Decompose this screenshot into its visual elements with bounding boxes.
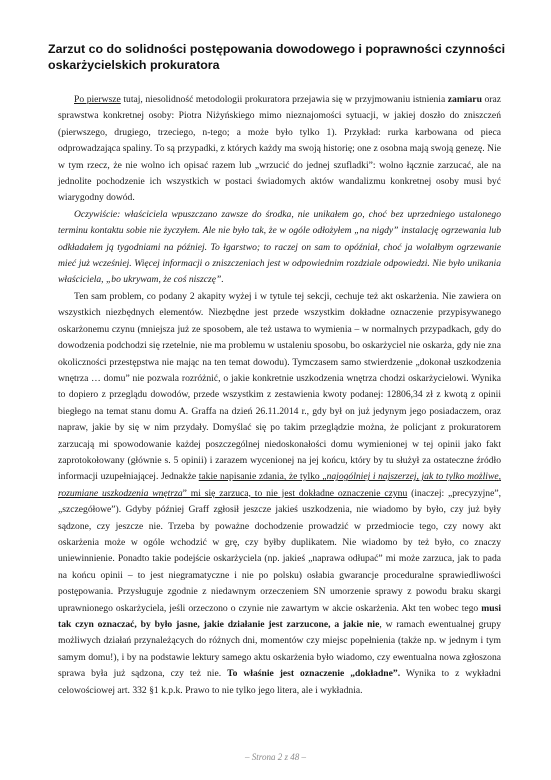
paragraph-text: , w ramach ewentualnej grupy możliwych działań przynależących do różnych dni, momentów czy miejsc popełnienia (także np. w jednym i tym samym domu!), i by na podstawie lektury samego aktu oskarżenia było wiadomo, czy ewentualna nowa zgłoszona sprawa była już sądzona, czy też nie. bbox=[58, 619, 501, 680]
section-title: Zarzut co do solidności postępowania dowodowego i poprawności czynności oskarżycielskich prokuratora bbox=[48, 42, 506, 72]
paragraph-text: Ten sam problem, co podany 2 akapity wyżej i w tytule tej sekcji, cechuje też akt oskarżenia. Nie zawiera on wszystkich niezbędnych elementów. Niezbędne jest przede wszystkim dokładne oznaczenie przypisywanego oskarżonemu czynu (mniejsza już ze sposobem, ale też ustawa to wymienia – w normalnych przypadkach, gdy do dowodzenia podchodzi się rzetelnie, nie ma problemu w ustaleniu sposobu, bo oskarżyciel nie oskarża, gdy nie zna okoliczności przestępstwa nie mając na ten temat dowodu). Tymczasem samo stwierdzenie „dokonał uszkodzenia wnętrza … domu” nie pozwala rozróżnić, o jakie konkretnie uszkodzenia wnętrza chodzi oskarżycielowi. Wynika to dopiero z przeglądu dowodów, przede wszystkim z zestawienia kwoty podanej: 12806,34 zł z kwotą z opinii biegłego na temat stanu domu A. Graffa na dzień 26.11.2014 r., gdy był on już jedynym jego posiadaczem, oraz napraw, jakie by się w nim przydały. Domyślać się po takim przeglądzie można, że policjant z prokuratorem zarzucają mi spowodowanie każdej poszczególnej niedoskonałości domu wymienionej w tej opinii jako fakt zaprotokołowany (głównie s. 5 opinii) i zarazem wycenionej na jej końcu, który by tu służył za ostateczne źródło informacji uzupełniającej. Jednakże bbox=[58, 290, 501, 483]
paragraph-text: Wynika to z wykładni celowościowej art. 332 §1 k.p.k. Prawo to nie tylko jego litera, ale i wykładnia. bbox=[58, 668, 501, 696]
paragraph-text: (inaczej: „precyzyjne”, „szczegółowe”). Gdyby później Graff zgłosił jeszcze jakieś uszkodzenia, nie wiadomo by było, czy już były sądzone, czy jeszcze nie. Trzeba by poważne dochodzenie prowadzić w przedmiocie tego, czy nowy akt oskarżenia może w ogóle wchodzić w grę, czy byłby duplikatem. Nie wiadomo by też było, co znaczy uniewinnienie. Ponadto takie podejście oskarżyciela (np. jakieś „naprawa odłupać” mi może zarzuca, jak to pada na końcu opinii – to jest niegramatyczne i nie po polsku) osłabia gwarancje proceduralne sprawiedliwości postępowania. Przysługuje zgodnie z niedawnym orzeczeniem SN umorzenie sprawy z powodu braku skargi uprawnionego oskarżyciela, jeśli orzeczono o czynie nie zawartym w akcie oskarżenia. Akt ten wobec tego bbox=[58, 487, 501, 614]
paragraph-text: Oczywiście: właściciela wpuszczano zawsze do środka, nie unikałem go, choć bez uprzedniego ustalonego terminu kontaktu sobie nie życzyłem. Ale nie było tak, że w ogóle odłożyłem „na nigdy” instalację ogrzewania lub odkładałem ją tygodniami na później. To łgarstwo; to raczej on sam to opóźniał, choć ja wolałbym ogrzewanie mieć już wcześniej. Więcej informacji o zniszczeniach jest w odpowiednim rozdziale odpowiedzi. Nie było unikania właściciela, „bo ukrywam, że coś niszczę”. bbox=[58, 208, 501, 286]
underlined-phrase: takie napisanie zdania, że tylko „ bbox=[198, 471, 327, 483]
paragraph-1 bbox=[58, 92, 501, 207]
paragraph-text: oraz sprawstwa konkretnej osoby: Piotra Niżyńskiego mimo nieznajomości sytuacji, w jakiej doszło do zniszczeń (pierwszego, drugiego, trzeciego, n-tego; a może było tylko 1). Przykład: rurka karbowana od pieca odprowadzająca spaliny. To są przypadki, z których każdy ma swoją historię; one z osobna mają swoją genezę. Nie w tym rzecz, że nie wolno ich opisać razem lub „wrzucić do jednej szufladki”: wolno łącznie zarzucać, ale na jednolite pochodzenie ich wszystkich w postaci świadomych aktów wandalizmu konkretnej osoby musi być wiarygodny dowód. bbox=[58, 94, 501, 204]
paragraph-text: tutaj, niesolidność metodologii prokuratora przejawia się w przyjmowaniu istnienia bbox=[120, 94, 448, 105]
underlined-italic-phrase: najogólniej i najszerzej, jak to tylko możliwe, rozumiane uszkodzenia wnętrza bbox=[58, 471, 502, 499]
document-body bbox=[58, 92, 501, 699]
paragraph-3 bbox=[58, 289, 501, 699]
page-number-footer: – Strona 2 z 48 – bbox=[245, 752, 306, 762]
lead-phrase: Po pierwsze bbox=[74, 94, 121, 105]
underlined-phrase: ” mi się zarzuca, to nie jest dokładne oznaczenie czynu bbox=[182, 487, 408, 499]
bold-phrase: To właśnie jest oznaczenie „dokładne”. bbox=[227, 668, 401, 680]
bold-phrase: zamiaru bbox=[447, 94, 482, 105]
paragraph-2-italic bbox=[58, 207, 501, 289]
bold-phrase: musi tak czyn oznaczać, by było jasne, jakie działanie jest zarzucone, a jakie nie bbox=[58, 602, 501, 630]
